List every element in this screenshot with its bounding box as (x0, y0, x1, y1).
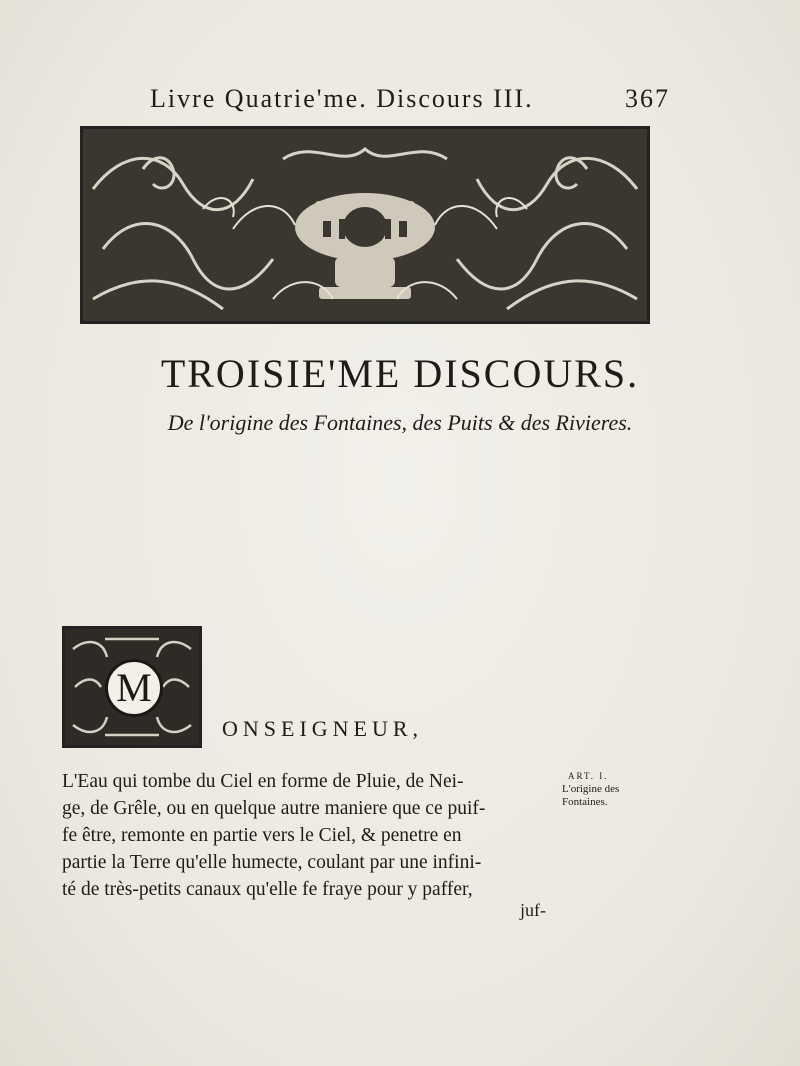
margin-article: ART. I. (568, 771, 609, 781)
discourse-title: TROISIE'ME DISCOURS. (160, 351, 640, 396)
running-head-title: Livre Quatrie'me. Discours III. (150, 84, 534, 113)
body-paragraph (62, 768, 570, 903)
initial-letter: M (105, 659, 163, 717)
catchword: juf- (520, 900, 546, 920)
body-line: partie la Terre qu'elle humecte, coulant par une infini- (62, 852, 482, 873)
headpiece-engraving (83, 129, 647, 321)
margin-note-line: Fontaines. (562, 796, 608, 808)
body-line: fe être, remonte en partie vers le Ciel, & penetre en (62, 825, 462, 846)
decorative-initial (62, 626, 202, 748)
salutation: ONSEIGNEUR, (222, 716, 424, 741)
body-line: ge, de Grêle, ou en quelque autre maniere que ce puif- (62, 798, 486, 819)
margin-note-line: L'origine des (562, 783, 620, 795)
running-head (150, 84, 670, 114)
page-number: 367 (625, 84, 670, 113)
discourse-subtitle: De l'origine des Fontaines, des Puits & des Rivieres. (167, 410, 633, 435)
body-line: té de très-petits canaux qu'elle fe fraye pour y paffer, (62, 879, 473, 900)
ornamental-headpiece (80, 126, 650, 324)
body-line: L'Eau qui tombe du Ciel en forme de Pluie, de Nei- (62, 771, 464, 792)
margin-note (562, 770, 662, 809)
